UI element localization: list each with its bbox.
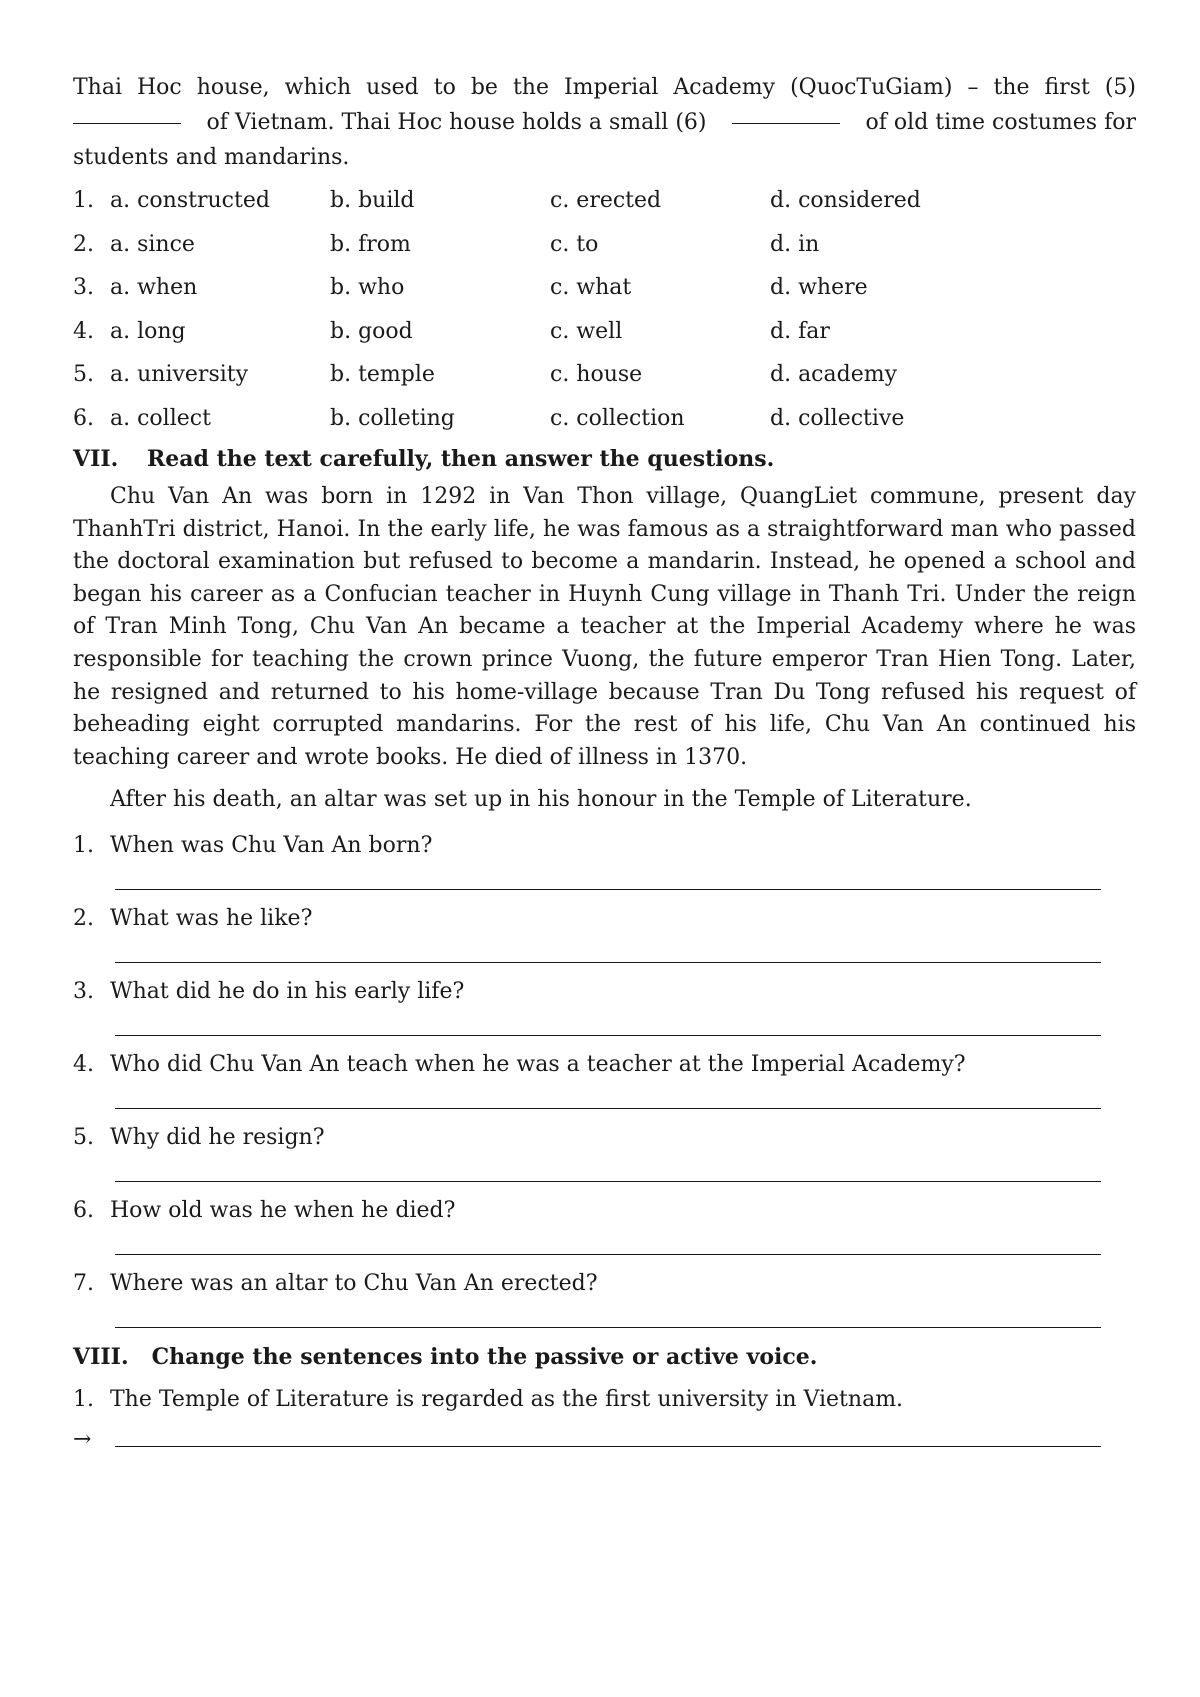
option-number: 2. <box>73 231 94 257</box>
sentence-number: 1. <box>73 1386 94 1412</box>
option-d[interactable]: d. academy <box>770 362 898 388</box>
question-item <box>73 1044 1136 1084</box>
question-list <box>73 825 1136 1328</box>
option-c[interactable]: c. to <box>550 231 599 257</box>
answer-line[interactable] <box>115 1011 1101 1036</box>
question-number: 3. <box>73 978 94 1004</box>
option-b[interactable]: b. colleting <box>330 405 455 431</box>
option-b[interactable]: b. build <box>330 188 415 214</box>
option-b[interactable]: b. temple <box>330 362 435 388</box>
option-a[interactable]: a. since <box>110 231 195 257</box>
option-row <box>73 353 1136 397</box>
option-b[interactable]: b. who <box>330 275 405 301</box>
option-row <box>73 266 1136 310</box>
option-c[interactable]: c. what <box>550 275 632 301</box>
arrow-icon: → <box>73 1427 92 1453</box>
answer-line[interactable] <box>115 865 1101 890</box>
question-number: 6. <box>73 1197 94 1223</box>
option-row <box>73 397 1136 441</box>
question-number: 7. <box>73 1270 94 1296</box>
question-item <box>73 898 1136 938</box>
sentence-text: The Temple of Literature is regarded as the first university in Vietnam. <box>110 1386 904 1412</box>
rewrite-row <box>73 1419 1136 1457</box>
option-row <box>73 223 1136 267</box>
section-7-title: Read the text carefully, then answer the questions. <box>147 446 775 472</box>
answer-line[interactable] <box>115 1230 1101 1255</box>
option-a[interactable]: a. long <box>110 318 186 344</box>
question-text: Where was an altar to Chu Van An erected? <box>110 1270 598 1296</box>
blank-5[interactable] <box>73 105 181 124</box>
question-number: 1. <box>73 832 94 858</box>
option-a[interactable]: a. university <box>110 362 249 388</box>
option-number: 3. <box>73 275 94 301</box>
option-row <box>73 310 1136 354</box>
worksheet-page <box>73 70 1136 1457</box>
options-list <box>73 179 1136 440</box>
question-text: How old was he when he died? <box>110 1197 456 1223</box>
question-text: Who did Chu Van An teach when he was a teacher at the Imperial Academy? <box>110 1051 966 1077</box>
answer-line[interactable] <box>115 1157 1101 1182</box>
option-a[interactable]: a. constructed <box>110 188 270 214</box>
question-item <box>73 1117 1136 1157</box>
option-number: 6. <box>73 405 94 431</box>
option-c[interactable]: c. house <box>550 362 643 388</box>
question-text: What was he like? <box>110 905 313 931</box>
intro-paragraph-2 <box>73 105 1136 140</box>
question-item <box>73 971 1136 1011</box>
option-number: 1. <box>73 188 94 214</box>
section-7-heading <box>73 438 1136 481</box>
section-7-number: VII. <box>73 446 119 472</box>
intro-line-2a: of Vietnam. Thai Hoc house holds a small (6) <box>206 110 707 135</box>
option-d[interactable]: d. in <box>770 231 820 257</box>
reading-passage: Chu Van An was born in 1292 in Van Thon village, QuangLiet commune, present day ThanhTri district, Hanoi. In the early life, he was famous as a straightforward man who passed the doctoral examination but refused to become a mandarin. Instead, he opened a school and began his career as a Confucian teacher in Huynh Cung village in Thanh Tri. Under the reign of Tran Minh Tong, Chu Van An became a teacher at the Imperial Academy where he was responsible for teaching the crown prince Vuong, the future emperor Tran Hien Tong. Later, he resigned and returned to his home-village because Tran Du Tong refused his request of beheading eight corrupted mandarins. For the rest of his life, Chu Van An continued his teaching career and wrote books. He died of illness in 1370. <box>73 484 1136 770</box>
question-text: What did he do in his early life? <box>110 978 465 1004</box>
option-a[interactable]: a. collect <box>110 405 211 431</box>
answer-line[interactable] <box>115 1084 1101 1109</box>
option-c[interactable]: c. erected <box>550 188 662 214</box>
rewrite-answer-line[interactable] <box>115 1426 1101 1447</box>
question-number: 5. <box>73 1124 94 1150</box>
intro-paragraph-3 <box>73 140 1136 175</box>
option-number: 5. <box>73 362 94 388</box>
option-d[interactable]: d. collective <box>770 405 905 431</box>
question-item <box>73 825 1136 865</box>
question-text: Why did he resign? <box>110 1124 325 1150</box>
section-8-number: VIII. <box>73 1344 129 1371</box>
intro-paragraph <box>73 70 1136 105</box>
question-item <box>73 1263 1136 1303</box>
answer-line[interactable] <box>115 1303 1101 1328</box>
blank-6[interactable] <box>732 105 840 124</box>
question-item <box>73 1190 1136 1230</box>
question-number: 4. <box>73 1051 94 1077</box>
option-c[interactable]: c. collection <box>550 405 685 431</box>
question-text: When was Chu Van An born? <box>110 832 433 858</box>
option-row <box>73 179 1136 223</box>
option-a[interactable]: a. when <box>110 275 198 301</box>
sentence-item <box>73 1379 1136 1419</box>
transform-list <box>73 1379 1136 1457</box>
option-b[interactable]: b. from <box>330 231 411 257</box>
option-d[interactable]: d. far <box>770 318 830 344</box>
option-number: 4. <box>73 318 94 344</box>
option-d[interactable]: d. considered <box>770 188 921 214</box>
section-8-title: Change the sentences into the passive or active voice. <box>151 1344 818 1371</box>
answer-line[interactable] <box>115 938 1101 963</box>
question-number: 2. <box>73 905 94 931</box>
intro-line-1: Thai Hoc house, which used to be the Imperial Academy (QuocTuGiam) – the first (5) <box>73 75 1136 100</box>
option-d[interactable]: d. where <box>770 275 868 301</box>
intro-line-2b: of old time costumes for <box>865 110 1136 135</box>
section-8-heading <box>73 1336 1136 1379</box>
intro-line-3: students and mandarins. <box>73 145 350 170</box>
reading-passage-2: After his death, an altar was set up in his honour in the Temple of Literature. <box>110 787 972 813</box>
option-b[interactable]: b. good <box>330 318 413 344</box>
option-c[interactable]: c. well <box>550 318 623 344</box>
